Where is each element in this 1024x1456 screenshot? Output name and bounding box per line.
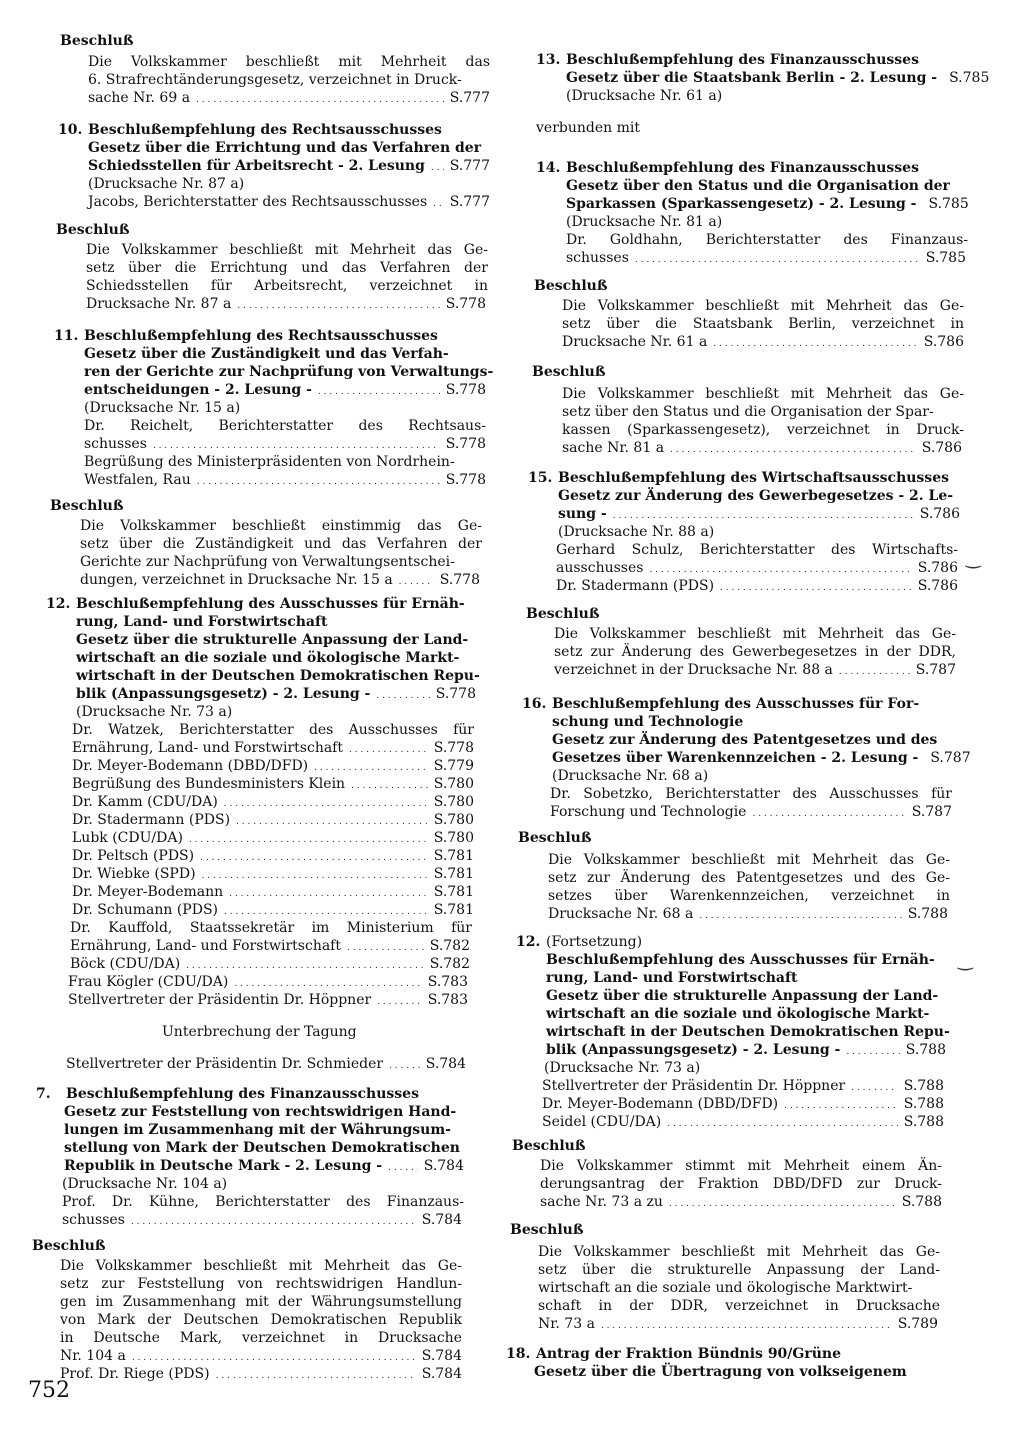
line-text: Die Volkskammer beschließt einstimmig das Ge-	[80, 518, 482, 534]
line-text: Beschluß	[526, 606, 600, 622]
page-reference: S.779	[433, 758, 474, 774]
text-line	[540, 1157, 942, 1175]
margin-mark: ‿	[966, 548, 981, 569]
line-text: Prof. Dr. Kühne, Berichterstatter des Finanzaus-	[62, 1194, 464, 1210]
page-reference: S.785	[925, 250, 966, 266]
line-text: Gesetz über die Errichtung und das Verfahren der	[88, 140, 482, 156]
beschluss-heading	[518, 829, 591, 847]
entry-text: sung -	[558, 506, 607, 522]
line-text: Die Volkskammer beschließt mit Mehrheit das Ge-	[554, 626, 956, 642]
text-line	[558, 523, 714, 541]
page-reference: S.786	[923, 334, 964, 350]
entry-text: Drucksache Nr. 68 a	[548, 906, 694, 922]
line-text: derungsantrag der Fraktion DBD/DFD zur Druck-	[540, 1176, 942, 1192]
line-text: Antrag der Fraktion Bündnis 90/Grüne	[536, 1346, 842, 1362]
line-text: (Drucksache Nr. 73 a)	[76, 704, 233, 720]
index-entry	[554, 661, 956, 679]
entry-text: Frau Kögler (CDU/DA)	[68, 974, 229, 990]
page-reference: S.789	[897, 1316, 938, 1332]
agenda-item-heading	[516, 933, 643, 951]
text-line	[536, 119, 640, 137]
index-entry	[542, 1077, 944, 1095]
line-text: lungen im Zusammenhang mit der Währungsum-	[64, 1122, 451, 1138]
line-text: Beschluß	[56, 222, 130, 238]
text-line	[566, 213, 722, 231]
page-reference: S.778	[445, 436, 486, 452]
leader-dots	[752, 803, 905, 823]
agenda-item-heading	[506, 1345, 842, 1363]
line-text: (Drucksache Nr. 88 a)	[558, 524, 715, 540]
line-text: von Mark der Deutschen Demokratischen Republik	[60, 1312, 462, 1328]
entry-text: dungen, verzeichnet in Drucksache Nr. 15 a	[80, 572, 393, 588]
line-text: wirtschaft in der Deutschen Demokratischen Repu-	[76, 668, 480, 684]
beschluss-heading	[510, 1221, 583, 1239]
line-text: gen im Zusammenhang mit der Währungsumstellung	[60, 1294, 462, 1310]
line-text: setz über die Errichtung und das Verfahren der	[86, 260, 488, 276]
leader-dots	[649, 559, 911, 579]
text-line	[538, 1279, 912, 1297]
line-text: Dr. Watzek, Berichterstatter des Ausschusses für	[72, 722, 474, 738]
line-text: verbunden mit	[536, 120, 640, 136]
page-reference: S.784	[421, 1348, 462, 1364]
agenda-number: 7.	[36, 1086, 51, 1102]
page-reference: S.787	[930, 750, 971, 766]
index-entry	[542, 1113, 944, 1131]
page-reference: S.788	[905, 1042, 946, 1058]
page-reference: S.780	[433, 776, 474, 792]
page-reference: S.787	[911, 804, 952, 820]
index-entry	[566, 195, 969, 213]
text-line	[566, 87, 722, 105]
text-line	[538, 1243, 940, 1261]
line-text: Gesetz über die Übertragung von volkseigenem	[534, 1364, 907, 1380]
line-text: kassen (Sparkassengesetz), verzeichnet in Druck-	[562, 422, 964, 438]
page-reference: S.778	[433, 740, 474, 756]
text-line	[548, 851, 950, 869]
text-line	[562, 403, 934, 421]
page-reference: S.778	[435, 686, 476, 702]
entry-text: schusses	[84, 436, 147, 452]
line-text: Die Volkskammer beschließt mit Mehrheit das Ge-	[538, 1244, 940, 1260]
line-text: Dr. Goldhahn, Berichterstatter des Finanzaus-	[566, 232, 968, 248]
text-line	[538, 1297, 940, 1315]
entry-text: Dr. Peltsch (PDS)	[72, 848, 195, 864]
agenda-number: 11.	[54, 328, 79, 344]
line-text: setz zur Änderung des Patentgesetzes und des Ge-	[548, 870, 950, 886]
page-reference: S.777	[449, 158, 490, 174]
leader-dots	[613, 505, 914, 525]
page-reference: S.778	[445, 472, 486, 488]
index-entry	[556, 559, 958, 577]
leader-dots	[851, 1077, 898, 1097]
line-text: Gesetz zur Änderung des Gewerbegesetzes - 2. Le-	[558, 488, 954, 504]
page-number: 752	[28, 1378, 70, 1403]
entry-text: blik (Anpassungsgesetz) - 2. Lesung -	[546, 1042, 841, 1058]
text-line	[562, 421, 964, 439]
index-entry	[540, 1193, 942, 1211]
page-reference: S.787	[915, 662, 956, 678]
line-text: Dr. Kauffold, Staatssekretär im Ministerium für	[70, 920, 472, 936]
page-reference: S.781	[433, 848, 474, 864]
line-text: Die Volkskammer beschließt mit Mehrheit das Ge-	[60, 1258, 462, 1274]
page-reference: S.781	[433, 884, 474, 900]
text-line	[554, 625, 956, 643]
line-text: Beschlußempfehlung des Ausschusses für Ernäh-	[76, 596, 465, 612]
line-text: Die Volkskammer beschließt mit Mehrheit das Ge-	[562, 298, 964, 314]
entry-text: sache Nr. 81 a	[562, 440, 665, 456]
text-line	[566, 177, 950, 195]
agenda-number: 13.	[536, 52, 561, 68]
page-reference: S.778	[445, 296, 486, 312]
agenda-number: 18.	[506, 1346, 531, 1362]
leader-dots	[667, 1113, 897, 1133]
entry-text: Republik in Deutsche Mark - 2. Lesung -	[64, 1158, 383, 1174]
agenda-number: 14.	[536, 160, 561, 176]
text-line	[554, 643, 956, 661]
line-text: Dr. Reichelt, Berichterstatter des Rechtsaus-	[84, 418, 486, 434]
text-line	[562, 385, 964, 403]
index-entry	[538, 1315, 938, 1333]
page-reference: S.786	[921, 440, 962, 456]
entry-text: schusses	[566, 250, 629, 266]
entry-text: verzeichnet in der Drucksache Nr. 88 a	[554, 662, 833, 678]
line-text: Gesetz zur Feststellung von rechtswidrigen Hand-	[64, 1104, 457, 1120]
line-text: Die Volkskammer beschließt mit Mehrheit das Ge-	[86, 242, 488, 258]
page-reference: S.780	[433, 794, 474, 810]
agenda-item-heading	[536, 51, 919, 69]
line-text: Beschluß	[518, 830, 592, 846]
text-line	[550, 785, 952, 803]
line-text: setz über die Staatsbank Berlin, verzeichnet in	[562, 316, 964, 332]
entry-text: Forschung und Technologie	[550, 804, 747, 820]
line-text: wirtschaft an die soziale und ökologische Marktwirt-	[538, 1280, 913, 1296]
text-line	[552, 731, 937, 749]
leader-dots	[670, 439, 916, 459]
text-line	[546, 1005, 929, 1023]
line-text: (Drucksache Nr. 61 a)	[566, 88, 723, 104]
entry-text: Drucksache Nr. 61 a	[562, 334, 708, 350]
index-entry	[566, 69, 990, 87]
entry-text: Nr. 104 a	[60, 1348, 126, 1364]
line-text: Beschluß	[512, 1138, 586, 1154]
entry-text: Dr. Meyer-Bodemann (DBD/DFD)	[72, 758, 309, 774]
line-text: Beschluß	[60, 33, 134, 49]
line-text: setz zur Änderung des Gewerbegesetzes in der DDR,	[554, 644, 956, 660]
page-reference: S.786	[917, 560, 958, 576]
text-line	[552, 713, 743, 731]
page-reference: S.788	[901, 1194, 942, 1210]
line-text: wirtschaft an die soziale und ökologische Markt-	[76, 650, 460, 666]
index-entry	[542, 1095, 944, 1113]
agenda-number: 12.	[516, 934, 541, 950]
line-text: Die Volkskammer beschließt mit Mehrheit das Ge-	[548, 852, 950, 868]
agenda-number: 15.	[528, 470, 553, 486]
line-text: Beschluß	[510, 1222, 584, 1238]
line-text: Beschlußempfehlung des Finanzausschusses	[66, 1086, 419, 1102]
entry-text: Dr. Stadermann (PDS)	[556, 578, 715, 594]
agenda-number: 10.	[58, 122, 83, 138]
line-text: Beschluß	[532, 364, 606, 380]
line-text: setz über die strukturelle Anpassung der Land-	[538, 1262, 940, 1278]
page-reference: S.784	[425, 1056, 466, 1072]
line-text: in Deutsche Mark, verzeichnet in Drucksache	[60, 1330, 462, 1346]
line-text: Beschluß	[32, 1238, 106, 1254]
entry-text: Seidel (CDU/DA)	[542, 1114, 662, 1130]
line-text: (Fortsetzung)	[546, 934, 643, 950]
page-reference: S.777	[449, 194, 490, 210]
entry-text: sache Nr. 73 a zu	[540, 1194, 663, 1210]
line-text: Unterbrechung der Tagung	[162, 1024, 357, 1040]
text-line	[556, 541, 958, 559]
line-text: wirtschaft an die soziale und ökologische Markt-	[546, 1006, 930, 1022]
line-text: Gesetz über die Zuständigkeit und das Verfah-	[84, 346, 449, 362]
line-text: Beschlußempfehlung des Finanzausschusses	[566, 52, 919, 68]
line-text: Die Volkskammer stimmt mit Mehrheit einem Än-	[540, 1158, 942, 1174]
beschluss-heading	[526, 605, 599, 623]
page-reference: S.783	[427, 992, 468, 1008]
line-text: Gerichte zur Nachprüfung von Verwaltungsentschei-	[80, 554, 455, 570]
page-reference: S.786	[919, 506, 960, 522]
text-line	[546, 1023, 950, 1041]
line-text: Beschlußempfehlung des Rechtsausschusses	[88, 122, 442, 138]
line-text: setz über den Status und die Organisation der Spar-	[562, 404, 934, 420]
entry-text: Dr. Kamm (CDU/DA)	[72, 794, 218, 810]
text-line	[548, 869, 950, 887]
page-reference: S.782	[429, 938, 470, 954]
line-text: wirtschaft in der Deutschen Demokratischen Repu-	[546, 1024, 950, 1040]
page-reference: S.788	[903, 1096, 944, 1112]
index-entry	[562, 439, 962, 457]
leader-dots	[699, 905, 901, 925]
line-text: (Drucksache Nr. 73 a)	[544, 1060, 701, 1076]
line-text: 6. Strafrechtänderungsgesetz, verzeichnet in Druck-	[88, 72, 462, 88]
line-text: Dr. Sobetzko, Berichterstatter des Ausschusses für	[550, 786, 952, 802]
line-text: ren der Gerichte zur Nachprüfung von Verwaltungs-	[84, 364, 494, 380]
line-text: setz über die Zuständigkeit und das Verfahren der	[80, 536, 482, 552]
page-reference: S.788	[907, 906, 948, 922]
line-text: rung, Land- und Forstwirtschaft	[546, 970, 798, 986]
line-text: Die Volkskammer beschließt mit Mehrheit das Ge-	[562, 386, 964, 402]
entry-text: Jacobs, Berichterstatter des Rechtsausschusses	[88, 194, 428, 210]
page-reference: S.786	[917, 578, 958, 594]
index-entry	[546, 1041, 946, 1059]
line-text: schung und Technologie	[552, 714, 744, 730]
text-line	[558, 487, 953, 505]
entry-text: Stellvertreter der Präsidentin Dr. Höppner	[68, 992, 372, 1008]
entry-text: Westfalen, Rau	[84, 472, 191, 488]
line-text: (Drucksache Nr. 104 a)	[62, 1176, 228, 1192]
page-reference: S.784	[423, 1158, 464, 1174]
entry-text: Prof. Dr. Riege (PDS)	[60, 1366, 210, 1382]
line-text: Gesetz zur Änderung des Patentgesetzes und des	[552, 732, 938, 748]
leader-dots	[713, 333, 917, 353]
page-reference: S.788	[903, 1078, 944, 1094]
line-text: setz zur Feststellung von rechtswidrigen Handlun-	[60, 1276, 462, 1292]
text-line	[540, 1175, 942, 1193]
beschluss-heading	[534, 277, 607, 295]
index-entry	[562, 333, 964, 351]
index-entry	[558, 505, 960, 523]
page-reference: S.784	[421, 1366, 462, 1382]
entry-text: Dr. Wiebke (SPD)	[72, 866, 196, 882]
leader-dots	[635, 249, 920, 269]
agenda-item-heading	[536, 159, 919, 177]
margin-mark: ‿	[958, 950, 973, 971]
page-reference: S.788	[903, 1114, 944, 1130]
entry-text: Ernährung, Land- und Forstwirtschaft	[72, 740, 343, 756]
line-text: Beschlußempfehlung des Rechtsausschusses	[84, 328, 438, 344]
text-line	[562, 297, 964, 315]
text-line	[544, 1059, 700, 1077]
entry-text: Dr. Meyer-Bodemann (DBD/DFD)	[542, 1096, 779, 1112]
entry-text: Böck (CDU/DA)	[70, 956, 181, 972]
entry-text: Lubk (CDU/DA)	[72, 830, 183, 846]
text-line	[546, 987, 938, 1005]
entry-text: Ernährung, Land- und Forstwirtschaft	[70, 938, 341, 954]
page-reference: S.780	[433, 812, 474, 828]
agenda-number: 16.	[522, 696, 547, 712]
line-text: Beschlußempfehlung des Finanzausschusses	[566, 160, 919, 176]
entry-text: Gesetzes über Warenkennzeichen - 2. Lesung -	[552, 750, 919, 766]
leader-dots	[839, 661, 910, 681]
page-reference: S.778	[439, 572, 480, 588]
page-reference: S.782	[429, 956, 470, 972]
line-text: (Drucksache Nr. 87 a)	[88, 176, 245, 192]
page-reference: S.780	[433, 830, 474, 846]
line-text: Gesetz über den Status und die Organisation der	[566, 178, 950, 194]
text-line	[548, 887, 950, 905]
index-entry	[552, 749, 971, 767]
line-text: Beschluß	[50, 498, 124, 514]
entry-text: entscheidungen - 2. Lesung -	[84, 382, 312, 398]
index-entry	[548, 905, 948, 923]
agenda-item-heading	[528, 469, 949, 487]
entry-text: sache Nr. 69 a	[88, 90, 191, 106]
text-line	[546, 969, 797, 987]
line-text: Gesetz über die strukturelle Anpassung der Land-	[76, 632, 469, 648]
entry-text: Nr. 73 a	[538, 1316, 595, 1332]
entry-text: Stellvertreter der Präsidentin Dr. Höppner	[542, 1078, 846, 1094]
entry-text: Gesetz über die Staatsbank Berlin - 2. Lesung -	[566, 70, 938, 86]
line-text: setzes über Warenkennzeichen, verzeichnet in	[548, 888, 950, 904]
page-reference: S.784	[421, 1212, 462, 1228]
entry-text: Dr. Meyer-Bodemann	[72, 884, 224, 900]
page-reference: S.778	[445, 382, 486, 398]
text-line	[534, 1363, 907, 1381]
line-text: (Drucksache Nr. 15 a)	[84, 400, 241, 416]
text-line	[562, 315, 964, 333]
line-text: Schiedsstellen für Arbeitsrecht, verzeichnet in	[86, 278, 488, 294]
index-entry	[550, 803, 952, 821]
leader-dots	[669, 1193, 896, 1213]
entry-text: Dr. Schumann (PDS)	[72, 902, 219, 918]
entry-text: Stellvertreter der Präsidentin Dr. Schmieder	[66, 1056, 384, 1072]
text-line	[566, 231, 968, 249]
page-reference: S.785	[928, 196, 969, 212]
page-reference: S.777	[449, 90, 490, 106]
entry-text: Dr. Stadermann (PDS)	[72, 812, 231, 828]
entry-text: Begrüßung des Bundesministers Klein	[72, 776, 346, 792]
text-line	[538, 1261, 940, 1279]
line-text: Beschlußempfehlung des Ausschusses für Ernäh-	[546, 952, 935, 968]
line-text: Beschlußempfehlung des Wirtschaftsausschusses	[558, 470, 949, 486]
entry-text: Sparkassen (Sparkassengesetz) - 2. Lesung -	[566, 196, 917, 212]
line-text: (Drucksache Nr. 81 a)	[566, 214, 723, 230]
text-line	[546, 951, 935, 969]
leader-dots	[720, 577, 912, 597]
beschluss-heading	[532, 363, 605, 381]
line-text: stellung von Mark der Deutschen Demokratischen	[64, 1140, 460, 1156]
line-text: Die Volkskammer beschließt mit Mehrheit das	[88, 54, 490, 70]
line-text: Beschluß	[534, 278, 608, 294]
leader-dots	[784, 1095, 898, 1115]
page-reference: S.781	[433, 902, 474, 918]
entry-text: blik (Anpassungsgesetz) - 2. Lesung -	[76, 686, 371, 702]
line-text: (Drucksache Nr. 68 a)	[552, 768, 709, 784]
line-text: Begrüßung des Ministerpräsidenten von Nordrhein-	[84, 454, 455, 470]
page-reference: S.783	[427, 974, 468, 990]
line-text: Gesetz über die strukturelle Anpassung der Land-	[546, 988, 939, 1004]
line-text: schaft in der DDR, verzeichnet in Drucksache	[538, 1298, 940, 1314]
page-reference: S.785	[949, 70, 990, 86]
entry-text: Drucksache Nr. 87 a	[86, 296, 232, 312]
entry-text: ausschusses	[556, 560, 644, 576]
line-text: Beschlußempfehlung des Ausschusses für For-	[552, 696, 920, 712]
line-text: Gerhard Schulz, Berichterstatter des Wirtschafts-	[556, 542, 958, 558]
beschluss-heading	[512, 1137, 585, 1155]
leader-dots	[601, 1315, 892, 1335]
page-reference: S.781	[433, 866, 474, 882]
entry-text: schusses	[62, 1212, 125, 1228]
leader-dots	[846, 1041, 899, 1061]
index-entry	[556, 577, 958, 595]
line-text: rung, Land- und Forstwirtschaft	[76, 614, 328, 630]
agenda-item-heading	[522, 695, 920, 713]
text-line	[552, 767, 708, 785]
index-entry	[566, 249, 966, 267]
agenda-number: 12.	[46, 596, 71, 612]
entry-text: Schiedsstellen für Arbeitsrecht - 2. Lesung	[88, 158, 425, 174]
